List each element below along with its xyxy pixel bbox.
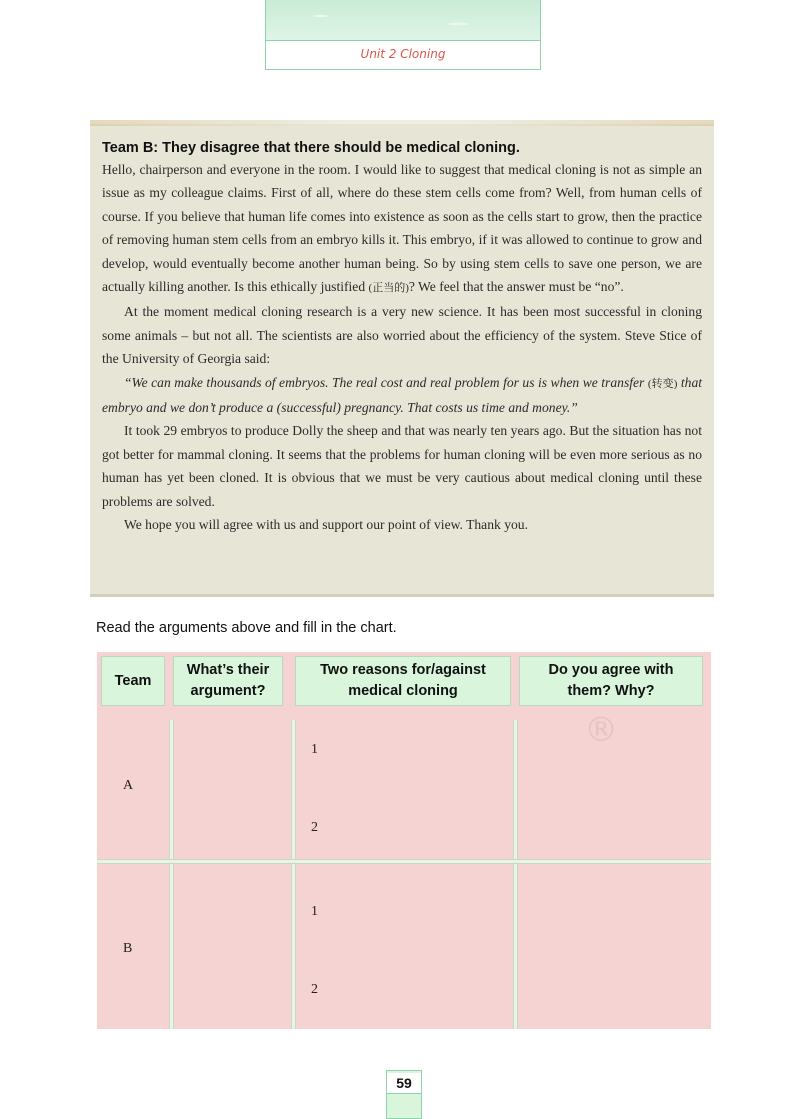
registered-mark-icon: ® <box>584 710 618 750</box>
column-divider <box>291 720 296 1029</box>
chinese-gloss: (正当的) <box>368 282 409 295</box>
argument-paragraph-1: Hello, chairperson and everyone in the room. I would like to suggest that medical cloning is not as simple an issue as my colleague claims. First of all, where do these stem cells come from? Well, from human cells of course. If you believe that human life comes into existence as soon as the cells start to grow, then the practice of removing human stem cells from an embryo kills it. This embryo, if it was allowed to continue to grow and develop, would eventually become another human being. So by using stem cells to save one person, we are actually killing another. Is this ethically justified (正当的)? We feel that the answer must be “no”. <box>102 162 702 295</box>
chart-instruction: Read the arguments above and fill in the chart. <box>96 620 397 636</box>
header-reasons: Two reasons for/against medical cloning <box>295 656 511 706</box>
row-a-team: A <box>123 778 134 793</box>
argument-paragraph-4: We hope you will agree with us and support our point of view. Thank you. <box>124 517 529 533</box>
chinese-gloss: (转变) <box>647 377 678 390</box>
page-number: 59 <box>387 1073 421 1094</box>
column-divider <box>169 720 174 1029</box>
row-a-reason-2: 2 <box>311 820 318 835</box>
argument-paragraph-2: At the moment medical cloning research is a very new science. It has been most successful in cloning some animals – but not all. The scientists are also worried about the efficiency of the system. Steve Stice of the University of Georgia said: <box>102 304 702 367</box>
row-a-reason-1: 1 <box>311 742 318 757</box>
unit-label: Unit 2 Cloning <box>360 47 446 61</box>
argument-chart <box>97 652 711 1029</box>
header-argument: What’s their argument? <box>173 656 283 706</box>
header-agree: Do you agree with them? Why? <box>519 656 703 706</box>
argument-paragraph-3: It took 29 embryos to produce Dolly the sheep and that was nearly ten years ago. But the situation has not got better for mammal cloning. It seems that the problems for human cloning will be even more serious as no human has yet been cloned. It is obvious that we must be very cautious about medical cloning until these problems are solved. <box>102 423 702 509</box>
row-divider <box>97 859 711 864</box>
argument-quote: “We can make thousands of embryos. The real cost and real problem for us is when we transfer (转变) that embryo and we don’t produce a (successful) pregnancy. That costs us time and money.” <box>102 374 703 416</box>
unit-header-tab <box>265 0 541 70</box>
header-decoration <box>266 0 540 41</box>
team-b-title: Team B: They disagree that there should be medical cloning. <box>102 140 520 156</box>
row-b-team: B <box>123 941 133 956</box>
page-number-tab <box>386 1070 422 1119</box>
header-team: Team <box>101 656 165 706</box>
row-b-reason-1: 1 <box>311 904 318 919</box>
team-b-argument-box <box>90 124 714 594</box>
column-divider <box>513 720 518 1029</box>
row-b-reason-2: 2 <box>311 982 318 997</box>
